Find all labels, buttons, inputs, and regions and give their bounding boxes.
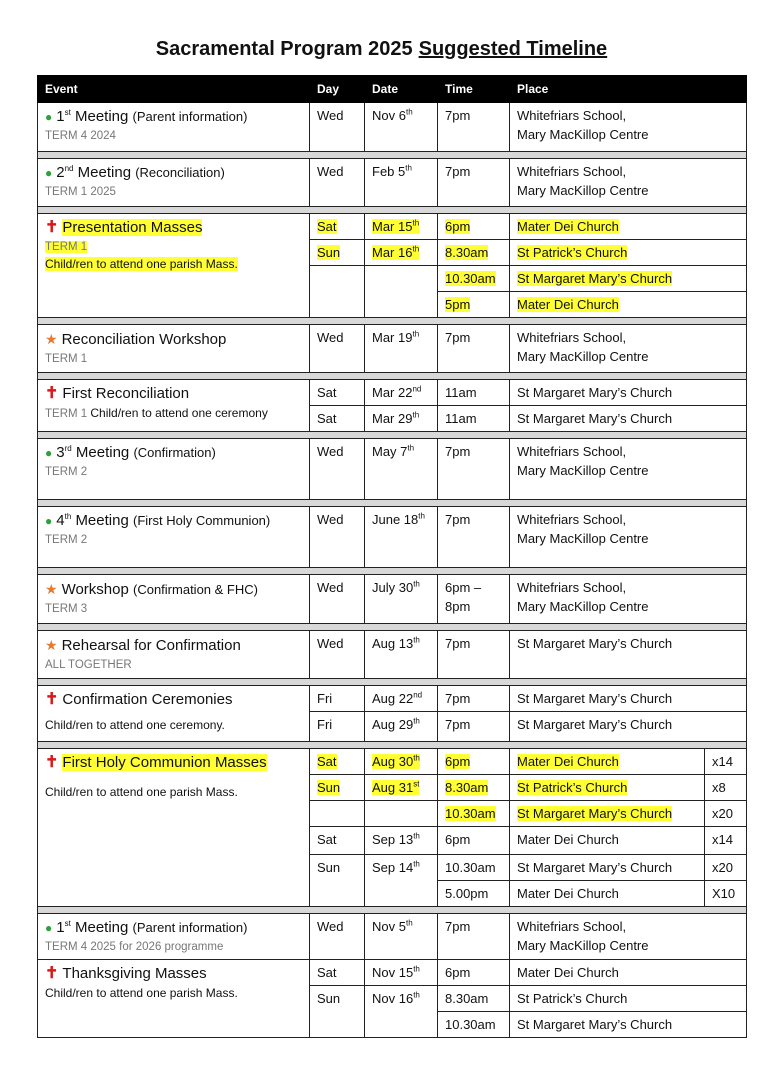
day-cell: Fri — [310, 712, 365, 742]
date-text: Nov 16 — [372, 991, 414, 1006]
event-row — [38, 214, 747, 240]
time-cell — [438, 214, 510, 240]
event-term: TERM 1 — [45, 408, 88, 420]
date-suffix: nd — [413, 690, 423, 700]
date-cell — [365, 439, 438, 500]
date-text: Sep 13 — [372, 832, 414, 847]
event-term: TERM 1 — [45, 353, 88, 365]
time-cell: 7pm — [438, 507, 510, 568]
event-number-suffix: st — [64, 919, 71, 928]
time-text: 6pm — [445, 754, 471, 769]
place-cell — [510, 914, 747, 960]
place-cell: St Margaret Mary’s Church — [510, 631, 747, 679]
time-cell: 7pm — [438, 439, 510, 500]
date-cell — [365, 507, 438, 568]
day-cell: Wed — [310, 159, 365, 207]
date-text: Mar 15 — [372, 219, 413, 234]
time-cell: 7pm — [438, 686, 510, 712]
date-suffix: th — [413, 753, 420, 763]
event-row — [38, 380, 747, 406]
green-dot-icon: ● — [45, 166, 53, 180]
date-cell — [365, 214, 438, 240]
event-note: Child/ren to attend one parish Mass. — [45, 785, 238, 799]
event-row — [38, 914, 747, 960]
event-row — [38, 960, 747, 986]
row-separator — [38, 152, 747, 159]
event-row — [38, 631, 747, 679]
place-cell — [510, 266, 747, 292]
date-text: July 30 — [372, 580, 414, 595]
day-cell: Wed — [310, 575, 365, 624]
day-cell: Wed — [310, 507, 365, 568]
time-cell: 7pm — [438, 159, 510, 207]
place-cell: St Margaret Mary’s Church — [510, 380, 747, 406]
date-cell — [365, 159, 438, 207]
row-separator — [38, 500, 747, 507]
place-cell — [510, 507, 747, 568]
place-text: Mater Dei Church — [517, 754, 619, 769]
date-suffix: th — [418, 511, 425, 521]
date-cell — [365, 855, 438, 907]
count-cell: x14 — [705, 827, 747, 855]
time-cell: 6pm — [438, 827, 510, 855]
time-text: 10.30am — [445, 271, 496, 286]
orange-star-icon: ★ — [45, 331, 58, 347]
event-name: Thanksgiving Masses — [62, 965, 207, 982]
date-cell — [365, 827, 438, 855]
row-separator — [38, 207, 747, 214]
red-cross-icon: ✝ — [45, 754, 59, 771]
time-line-1: 6pm – — [445, 580, 482, 595]
date-cell — [365, 575, 438, 624]
day-text: Sun — [317, 780, 341, 795]
date-cell — [365, 712, 438, 742]
place-line-1: Whitefriars School, — [517, 512, 627, 527]
event-cell — [38, 159, 310, 207]
header-row — [38, 76, 747, 103]
place-line-2: Mary MacKillop Centre — [517, 463, 649, 478]
event-row — [38, 686, 747, 712]
event-row — [38, 575, 747, 624]
place-cell — [510, 749, 705, 775]
time-cell — [438, 240, 510, 266]
date-suffix: th — [413, 859, 420, 869]
time-cell: 7pm — [438, 712, 510, 742]
time-cell: 10.30am — [438, 1012, 510, 1038]
date-cell — [365, 631, 438, 679]
time-cell: 7pm — [438, 914, 510, 960]
event-name: Meeting — [77, 164, 132, 181]
event-cell — [38, 914, 310, 960]
day-cell: Wed — [310, 914, 365, 960]
red-cross-icon: ✝ — [45, 219, 59, 236]
event-number-suffix: th — [64, 512, 72, 521]
place-cell — [510, 801, 705, 827]
event-name: Rehearsal for Confirmation — [61, 637, 241, 654]
date-suffix: th — [405, 918, 413, 928]
place-text: St Margaret Mary’s Church — [517, 271, 673, 286]
event-cell — [38, 749, 310, 907]
place-line-2: Mary MacKillop Centre — [517, 183, 649, 198]
event-name: Meeting — [75, 444, 130, 461]
place-cell: St Patrick’s Church — [510, 986, 747, 1012]
event-number: 1 — [56, 108, 65, 125]
row-separator — [38, 907, 747, 914]
event-term: TERM 2 — [45, 534, 88, 546]
place-cell — [510, 159, 747, 207]
event-note: Child/ren to attend one ceremony — [90, 406, 268, 420]
place-text: St Patrick’s Church — [517, 780, 628, 795]
red-cross-icon: ✝ — [45, 385, 59, 402]
row-separator — [38, 624, 747, 631]
place-text: St Patrick’s Church — [517, 245, 628, 260]
date-text: Aug 30 — [372, 754, 414, 769]
event-name: Reconciliation Workshop — [61, 331, 227, 348]
event-row — [38, 159, 747, 207]
event-name: Meeting — [75, 512, 129, 529]
event-row — [38, 749, 747, 775]
day-cell — [310, 240, 365, 266]
day-cell — [310, 266, 365, 318]
event-number-suffix: rd — [64, 444, 72, 453]
title-sub: Suggested Timeline — [418, 38, 608, 60]
event-row — [38, 507, 747, 568]
place-line-1: Whitefriars School, — [517, 919, 627, 934]
date-cell — [365, 914, 438, 960]
event-note: Child/ren to attend one parish Mass. — [45, 257, 238, 271]
date-cell — [365, 380, 438, 406]
event-row — [38, 325, 747, 373]
time-cell: 6pm — [438, 960, 510, 986]
event-name: Workshop — [61, 581, 129, 598]
event-name: Confirmation Ceremonies — [62, 691, 233, 708]
date-text: Mar 19 — [372, 330, 413, 345]
event-row — [38, 439, 747, 500]
date-text: Mar 29 — [372, 411, 413, 426]
day-cell: Wed — [310, 325, 365, 373]
time-cell: 10.30am — [438, 855, 510, 881]
date-suffix: th — [413, 831, 420, 841]
row-separator — [38, 432, 747, 439]
time-cell — [438, 775, 510, 801]
event-term: TERM 2 — [45, 466, 88, 478]
place-cell: St Margaret Mary’s Church — [510, 1012, 747, 1038]
event-number: 3 — [56, 444, 65, 461]
count-cell: x8 — [705, 775, 747, 801]
time-cell — [438, 801, 510, 827]
event-note: Child/ren to attend one ceremony. — [45, 718, 225, 732]
place-cell: Mater Dei Church — [510, 881, 705, 907]
count-cell: x14 — [705, 749, 747, 775]
row-separator — [38, 568, 747, 575]
place-cell — [510, 214, 747, 240]
event-cell — [38, 103, 310, 152]
time-text: 6pm — [445, 219, 471, 234]
red-cross-icon: ✝ — [45, 691, 59, 708]
date-suffix: th — [407, 443, 415, 453]
count-cell: x20 — [705, 801, 747, 827]
time-cell: 11am — [438, 406, 510, 432]
event-name: Presentation Masses — [62, 219, 203, 236]
event-number: 4 — [56, 512, 65, 529]
date-text: Mar 22 — [372, 385, 413, 400]
date-suffix: th — [413, 716, 420, 726]
event-detail: (Confirmation) — [133, 445, 216, 460]
date-text: Nov 6 — [372, 108, 406, 123]
day-cell: Fri — [310, 686, 365, 712]
event-cell — [38, 960, 310, 1038]
day-cell: Sat — [310, 380, 365, 406]
date-cell — [365, 103, 438, 152]
place-cell — [510, 240, 747, 266]
event-term: TERM 4 2024 — [45, 130, 116, 142]
place-cell — [510, 439, 747, 500]
date-cell — [365, 266, 438, 318]
event-row — [38, 103, 747, 152]
header-date: Date — [365, 76, 438, 103]
green-dot-icon: ● — [45, 921, 53, 935]
green-dot-icon: ● — [45, 514, 53, 528]
day-cell: Wed — [310, 439, 365, 500]
date-text: Aug 29 — [372, 717, 414, 732]
time-cell: 7pm — [438, 325, 510, 373]
event-number-suffix: st — [64, 108, 71, 117]
green-dot-icon: ● — [45, 446, 53, 460]
time-cell: 5.00pm — [438, 881, 510, 907]
date-cell — [365, 240, 438, 266]
timeline-table — [37, 75, 747, 1038]
event-cell — [38, 214, 310, 318]
green-dot-icon: ● — [45, 110, 53, 124]
day-cell — [310, 214, 365, 240]
date-suffix: th — [413, 990, 420, 1000]
event-cell — [38, 439, 310, 500]
place-cell — [510, 103, 747, 152]
place-line-2: Mary MacKillop Centre — [517, 127, 649, 142]
time-cell — [438, 749, 510, 775]
title-main: Sacramental Program 2025 — [155, 38, 413, 60]
day-cell: Wed — [310, 631, 365, 679]
event-cell — [38, 325, 310, 373]
place-text: Mater Dei Church — [517, 219, 619, 234]
date-text: Aug 13 — [372, 636, 414, 651]
count-cell: x20 — [705, 855, 747, 881]
date-text: Feb 5 — [372, 164, 406, 179]
row-separator — [38, 373, 747, 380]
event-cell — [38, 507, 310, 568]
time-cell: 7pm — [438, 103, 510, 152]
time-text: 5pm — [445, 297, 471, 312]
event-number: 2 — [56, 164, 65, 181]
event-number-suffix: nd — [64, 164, 74, 173]
date-suffix: th — [413, 635, 420, 645]
place-cell: St Margaret Mary’s Church — [510, 406, 747, 432]
day-cell — [310, 775, 365, 801]
time-cell: 7pm — [438, 631, 510, 679]
event-name: Meeting — [75, 108, 129, 125]
date-suffix: th — [412, 244, 420, 254]
row-separator — [38, 679, 747, 686]
event-cell — [38, 631, 310, 679]
time-text: 8.30am — [445, 245, 489, 260]
date-cell — [365, 986, 438, 1038]
place-cell — [510, 292, 747, 318]
event-term: TERM 1 — [45, 241, 88, 253]
count-cell: X10 — [705, 881, 747, 907]
header-day: Day — [310, 76, 365, 103]
day-text: Sun — [317, 245, 341, 260]
place-cell: St Margaret Mary’s Church — [510, 712, 747, 742]
time-text: 8.30am — [445, 780, 489, 795]
place-cell — [510, 325, 747, 373]
place-line-1: Whitefriars School, — [517, 164, 627, 179]
date-text: June 18 — [372, 512, 419, 527]
row-separator — [38, 318, 747, 325]
page-title — [0, 38, 763, 61]
date-suffix: th — [405, 163, 412, 173]
date-text: Nov 15 — [372, 965, 414, 980]
time-cell — [438, 292, 510, 318]
event-detail: (Parent information) — [132, 920, 248, 935]
time-line-2: 8pm — [445, 599, 471, 614]
date-cell — [365, 325, 438, 373]
place-cell: Mater Dei Church — [510, 960, 747, 986]
event-detail: (Reconciliation) — [135, 165, 225, 180]
place-cell: St Margaret Mary’s Church — [510, 686, 747, 712]
time-cell: 8.30am — [438, 986, 510, 1012]
day-cell: Sat — [310, 827, 365, 855]
day-cell: Sat — [310, 960, 365, 986]
date-suffix: th — [413, 964, 420, 974]
date-text: Nov 5 — [372, 919, 406, 934]
event-term: TERM 3 — [45, 603, 88, 615]
date-cell — [365, 801, 438, 827]
place-line-1: Whitefriars School, — [517, 444, 627, 459]
event-detail: (Confirmation & FHC) — [133, 582, 258, 597]
event-term: TERM 4 2025 for 2026 programme — [45, 941, 224, 953]
date-suffix: th — [413, 579, 420, 589]
date-cell — [365, 775, 438, 801]
place-line-1: Whitefriars School, — [517, 580, 627, 595]
orange-star-icon: ★ — [45, 581, 58, 597]
event-name: First Reconciliation — [62, 385, 190, 402]
orange-star-icon: ★ — [45, 637, 58, 653]
date-suffix: th — [405, 107, 413, 117]
time-cell — [438, 575, 510, 624]
day-cell: Sun — [310, 986, 365, 1038]
event-note: Child/ren to attend one parish Mass. — [45, 986, 238, 1000]
row-separator — [38, 742, 747, 749]
date-suffix: th — [412, 218, 420, 228]
place-cell: St Margaret Mary’s Church — [510, 855, 705, 881]
date-text: Mar 16 — [372, 245, 413, 260]
date-cell — [365, 960, 438, 986]
event-cell — [38, 686, 310, 742]
date-suffix: th — [412, 329, 420, 339]
event-detail: (Parent information) — [132, 109, 248, 124]
event-number: 1 — [56, 919, 65, 936]
date-text: Aug 22 — [372, 691, 414, 706]
place-line-2: Mary MacKillop Centre — [517, 938, 649, 953]
time-text: 10.30am — [445, 806, 496, 821]
event-term: ALL TOGETHER — [45, 659, 132, 671]
red-cross-icon: ✝ — [45, 965, 59, 982]
event-term: TERM 1 2025 — [45, 186, 116, 198]
event-cell — [38, 380, 310, 432]
place-line-1: Whitefriars School, — [517, 330, 627, 345]
time-cell — [438, 266, 510, 292]
place-text: St Margaret Mary’s Church — [517, 806, 673, 821]
place-line-2: Mary MacKillop Centre — [517, 599, 649, 614]
header-place: Place — [510, 76, 747, 103]
time-cell: 11am — [438, 380, 510, 406]
event-name: First Holy Communion Masses — [62, 754, 267, 771]
date-text: May 7 — [372, 444, 408, 459]
date-suffix: nd — [412, 384, 422, 394]
day-text: Sat — [317, 219, 337, 234]
date-suffix: th — [412, 410, 420, 420]
place-cell — [510, 775, 705, 801]
day-cell: Sun — [310, 855, 365, 907]
date-cell — [365, 686, 438, 712]
event-detail: (First Holy Communion) — [132, 513, 271, 528]
day-cell: Sat — [310, 406, 365, 432]
date-cell — [365, 749, 438, 775]
date-text: Sep 14 — [372, 860, 414, 875]
place-cell: Mater Dei Church — [510, 827, 705, 855]
event-name: Meeting — [75, 919, 129, 936]
date-suffix: st — [413, 779, 420, 789]
day-cell: Wed — [310, 103, 365, 152]
event-cell — [38, 575, 310, 624]
date-text: Aug 31 — [372, 780, 414, 795]
place-cell — [510, 575, 747, 624]
date-cell — [365, 406, 438, 432]
header-time: Time — [438, 76, 510, 103]
place-text: Mater Dei Church — [517, 297, 619, 312]
place-line-2: Mary MacKillop Centre — [517, 349, 649, 364]
day-cell — [310, 801, 365, 827]
place-line-1: Whitefriars School, — [517, 108, 627, 123]
header-event: Event — [38, 76, 310, 103]
place-line-2: Mary MacKillop Centre — [517, 531, 649, 546]
day-cell — [310, 749, 365, 775]
day-text: Sat — [317, 754, 337, 769]
